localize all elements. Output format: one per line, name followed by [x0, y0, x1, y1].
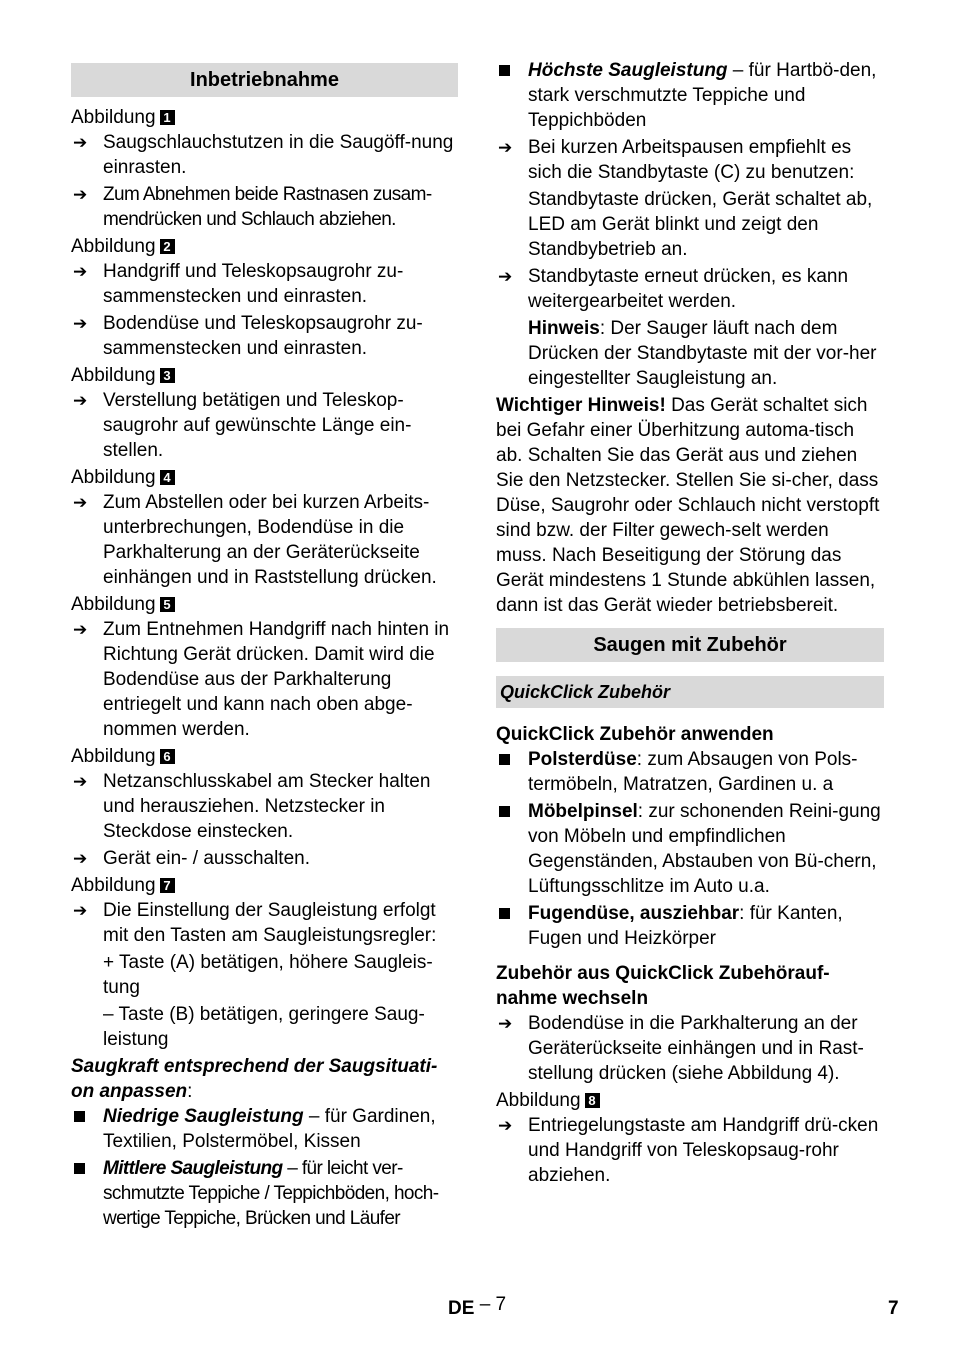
subheading-saugkraft: Saugkraft entsprechend der Saugsituati-on anpassen:	[71, 1056, 438, 1102]
bullet-item: Polsterdüse: zum Absaugen von Pols-termöbeln, Matratzen, Gardinen u. a	[496, 747, 884, 797]
figure-number: 3	[160, 368, 175, 383]
arrow-icon: ➔	[498, 1014, 513, 1033]
arrow-icon: ➔	[73, 133, 88, 152]
hint-note: Hinweis: Der Sauger läuft nach dem Drücken der Standbytaste mit der vor-her eingestellter Saugleistung an.	[528, 318, 877, 389]
footer-page-number: 7	[888, 1298, 899, 1319]
step-item: ➔ Netzanschlusskabel am Stecker halten und herausziehen. Netzstecker in Steckdose einstecken.	[73, 771, 431, 842]
bullet-item: Niedrige Saugleistung – für Gardinen, Textilien, Polstermöbel, Kissen	[71, 1104, 458, 1154]
figure-number: 7	[160, 878, 175, 893]
footer-page-label: DE – 7	[448, 1294, 507, 1319]
arrow-icon: ➔	[73, 772, 88, 791]
arrow-icon: ➔	[498, 1116, 513, 1135]
step-item: ➔ Zum Abstellen oder bei kurzen Arbeits-unterbrechungen, Bodendüse in die Parkhalterung an der Geräterückseite einhängen und in Raststellung drücken.	[73, 492, 437, 588]
heading-zubehoer-wechseln: Zubehör aus QuickClick Zubehörauf-nahme wechseln	[496, 963, 830, 1009]
arrow-icon: ➔	[498, 138, 513, 157]
figure-number: 6	[160, 749, 175, 764]
step-item: ➔ Bodendüse in die Parkhalterung an der Geräterückseite einhängen und in Rast-stellung drücken (siehe Abbildung 4).	[498, 1013, 864, 1084]
figure-ref-1: Abbildung 1	[71, 105, 458, 130]
figure-ref-8: Abbildung 8	[496, 1088, 884, 1113]
step-item: ➔ Die Einstellung der Saugleistung erfolgt mit den Tasten am Saugleistungsregler:	[73, 900, 437, 946]
arrow-icon: ➔	[73, 314, 88, 333]
step-item: ➔ Saugschlauchstutzen in die Saugöff-nung einrasten.	[73, 132, 454, 178]
step-item: ➔ Standbytaste erneut drücken, es kann weitergearbeitet werden.	[498, 266, 849, 312]
step-item: ➔ Gerät ein- / ausschalten.	[73, 848, 310, 869]
bullet-item: Fugendüse, ausziehbar: für Kanten, Fugen und Heizkörper	[496, 901, 884, 951]
bullet-item: Mittlere Saugleistung – für leicht ver-schmutzte Teppiche / Teppichböden, hoch-wertige Teppiche, Brücken und Läufer	[71, 1156, 458, 1231]
arrow-icon: ➔	[73, 849, 88, 868]
figure-number: 2	[160, 239, 175, 254]
square-bullet-icon	[499, 754, 510, 765]
arrow-icon: ➔	[73, 901, 88, 920]
arrow-icon: ➔	[73, 493, 88, 512]
figure-ref-5: Abbildung 5	[71, 592, 458, 617]
arrow-icon: ➔	[73, 620, 88, 639]
subsection-title-quickclick: QuickClick Zubehör	[496, 676, 884, 708]
step-detail: – Taste (B) betätigen, geringere Saug-leistung	[103, 1004, 425, 1050]
figure-ref-4: Abbildung 4	[71, 465, 458, 490]
step-item: ➔ Bei kurzen Arbeitspausen empfiehlt es sich die Standbytaste (C) zu benutzen:	[498, 137, 855, 183]
figure-number: 5	[160, 597, 175, 612]
left-column	[71, 63, 458, 1233]
figure-ref-2: Abbildung 2	[71, 234, 458, 259]
square-bullet-icon	[74, 1111, 85, 1122]
important-note: Wichtiger Hinweis! Das Gerät schaltet sich bei Gefahr einer Überhitzung automa-tisch ab. Schalten Sie das Gerät aus und ziehen Sie den Netzstecker. Stellen Sie si-cher, dass Düse, Saugrohr oder Schlauch nicht verstopft sind bzw. der Filter gewech-selt werden muss. Nach Beseitigung der Störung das Gerät mindestens 1 Stunde abkühlen lassen, dann ist das Gerät wieder betriebsbereit.	[496, 395, 880, 616]
figure-number: 1	[160, 110, 175, 125]
step-detail: Standbytaste drücken, Gerät schaltet ab, LED am Gerät blinkt und zeigt den Standbybetrieb an.	[528, 189, 873, 260]
square-bullet-icon	[499, 806, 510, 817]
square-bullet-icon	[74, 1163, 85, 1174]
step-item: ➔ Handgriff und Teleskopsaugrohr zu-sammenstecken und einrasten.	[73, 261, 404, 307]
step-item: ➔ Bodendüse und Teleskopsaugrohr zu-sammenstecken und einrasten.	[73, 313, 423, 359]
arrow-icon: ➔	[73, 391, 88, 410]
section-title-zubehoer: Saugen mit Zubehör	[496, 628, 884, 662]
figure-ref-6: Abbildung 6	[71, 744, 458, 769]
arrow-icon: ➔	[73, 185, 87, 204]
figure-ref-7: Abbildung 7	[71, 873, 458, 898]
step-item: ➔ Verstellung betätigen und Teleskop-saugrohr auf gewünschte Länge ein-stellen.	[73, 390, 412, 461]
right-column	[496, 58, 884, 1190]
arrow-icon: ➔	[73, 262, 88, 281]
step-item: ➔ Zum Entnehmen Handgriff nach hinten in Richtung Gerät drücken. Damit wird die Bodendüse aus der Parkhalterung entriegelt und kann nach oben abge-nommen werden.	[73, 619, 450, 740]
step-detail: + Taste (A) betätigen, höhere Saugleis-tung	[103, 952, 433, 998]
bullet-item: Möbelpinsel: zur schonenden Reini-gung von Möbeln und empfindlichen Gegenständen, Abstauben von Bü-chern, Lüftungsschlitze im Auto u.a.	[496, 799, 884, 899]
bullet-item: Höchste Saugleistung – für Hartbö-den, stark verschmutzte Teppiche und Teppichböden	[496, 58, 884, 133]
square-bullet-icon	[499, 908, 510, 919]
figure-number: 8	[585, 1093, 600, 1108]
figure-ref-3: Abbildung 3	[71, 363, 458, 388]
figure-number: 4	[160, 470, 175, 485]
step-item: ➔ Entriegelungstaste am Handgriff drü-cken und Handgriff von Teleskopsaug-rohr abziehen.	[498, 1115, 879, 1186]
heading-quickclick-anwenden: QuickClick Zubehör anwenden	[496, 724, 774, 745]
section-title-inbetriebnahme: Inbetriebnahme	[71, 63, 458, 97]
square-bullet-icon	[499, 65, 510, 76]
arrow-icon: ➔	[498, 267, 513, 286]
step-item: ➔ Zum Abnehmen beide Rastnasen zusam-mendrücken und Schlauch abziehen.	[73, 184, 432, 230]
